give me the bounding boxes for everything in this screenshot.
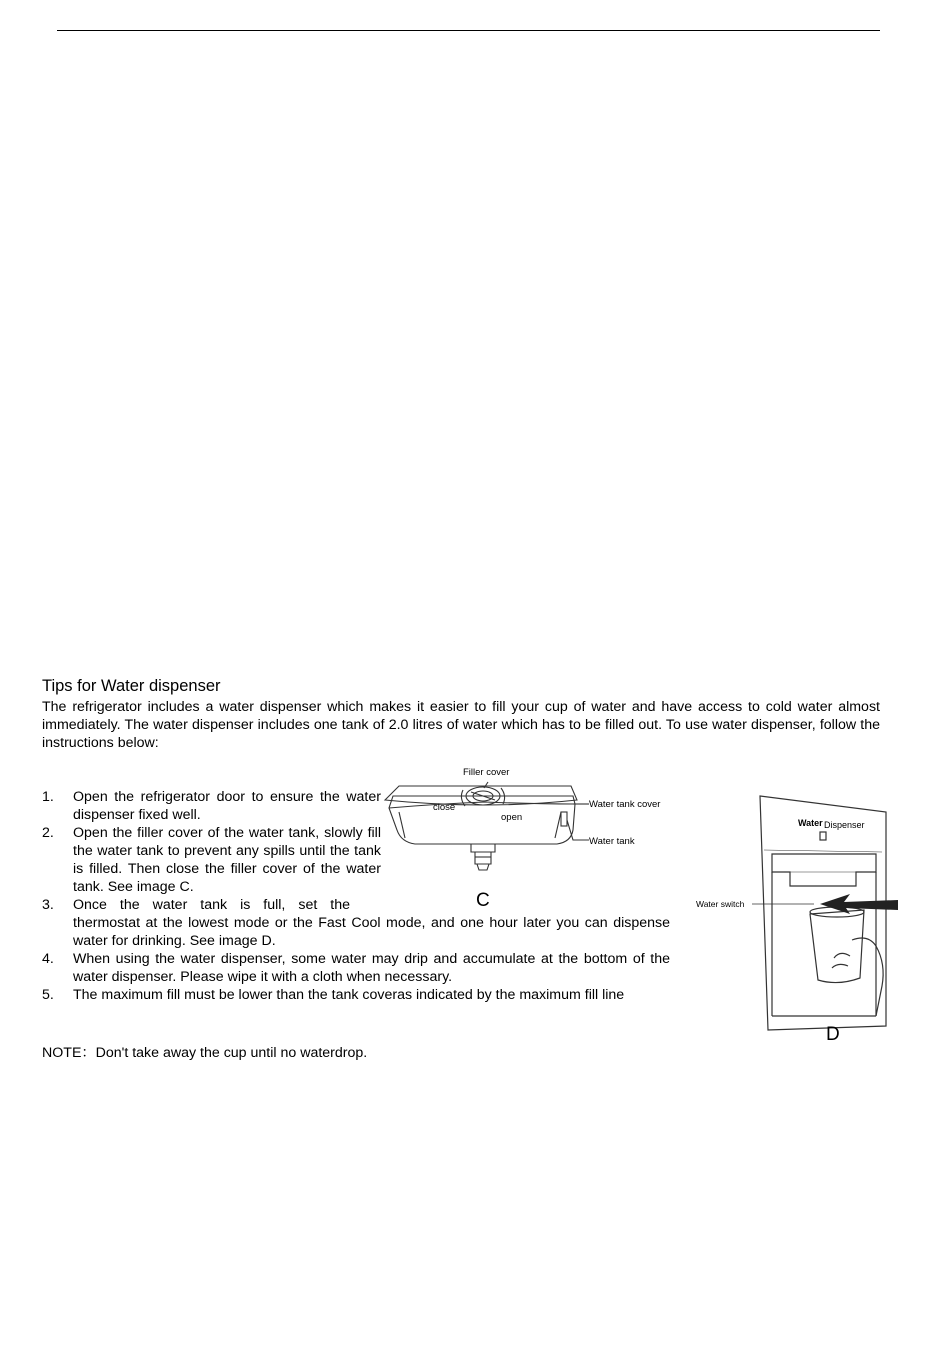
figure-c-letter: C [476,890,490,911]
list-text: When using the water dispenser, some water may drip and accumulate at the bottom of the water dispenser. Please wipe it with a cloth when necessary. [73,951,670,985]
dispenser-recess-shape [772,854,876,886]
list-number: 3. [42,897,54,913]
label-water-tank: Water tank [589,836,635,847]
intro-paragraph: The refrigerator includes a water dispenser which makes it easier to fill your cup of water and have access to cold water almost immediately. The water dispenser includes one tank of 2.0 litres of water which has to be filled out. To use water dispenser, follow the instructions below: [42,699,880,751]
header-rule [57,30,880,31]
list-item-1 [42,788,381,824]
list-item-5 [42,986,670,1004]
list-number: 4. [42,951,54,967]
section-heading: Tips for Water dispenser [42,677,221,695]
list-number: 1. [42,789,54,805]
list-number: 5. [42,987,54,1003]
list-item-4 [42,950,670,986]
cup-shape [810,910,864,983]
figure-d-letter: D [826,1024,840,1045]
list-text-line1: Once the water tank is full, set the [73,897,350,913]
tank-nozzle-shape [471,844,495,852]
panel-title-dispenser: Dispenser [824,820,865,830]
panel-title-water: Water [798,818,823,828]
list-text: The maximum fill must be lower than the tank coveras indicated by the maximum fill line [73,987,625,1003]
label-filler-cover: Filler cover [463,767,510,778]
label-water-switch: Water switch [696,899,745,909]
list-item-2 [42,824,381,896]
hand-shape [852,938,883,1016]
list-number: 2. [42,825,54,841]
figure-d-dispenser [690,790,920,1050]
note-text: NOTE：Don't take away the cup until no waterdrop. [42,1045,368,1061]
list-text-rest: thermostat at the lowest mode or the Fast Cool mode, and one hour later you can dispense water for drinking. See image D. [73,915,670,949]
label-open: open [501,812,523,823]
list-text: Open the filler cover of the water tank, slowly fill the water tank to prevent any spills until the tank is filled. Then close the filler cover of the water tank. See image C. [73,825,381,895]
label-water-tank-cover: Water tank cover [589,799,661,810]
label-close: close [433,802,456,813]
figure-c-water-tank [375,760,685,915]
list-text: Open the refrigerator door to ensure the water dispenser fixed well. [73,789,381,823]
